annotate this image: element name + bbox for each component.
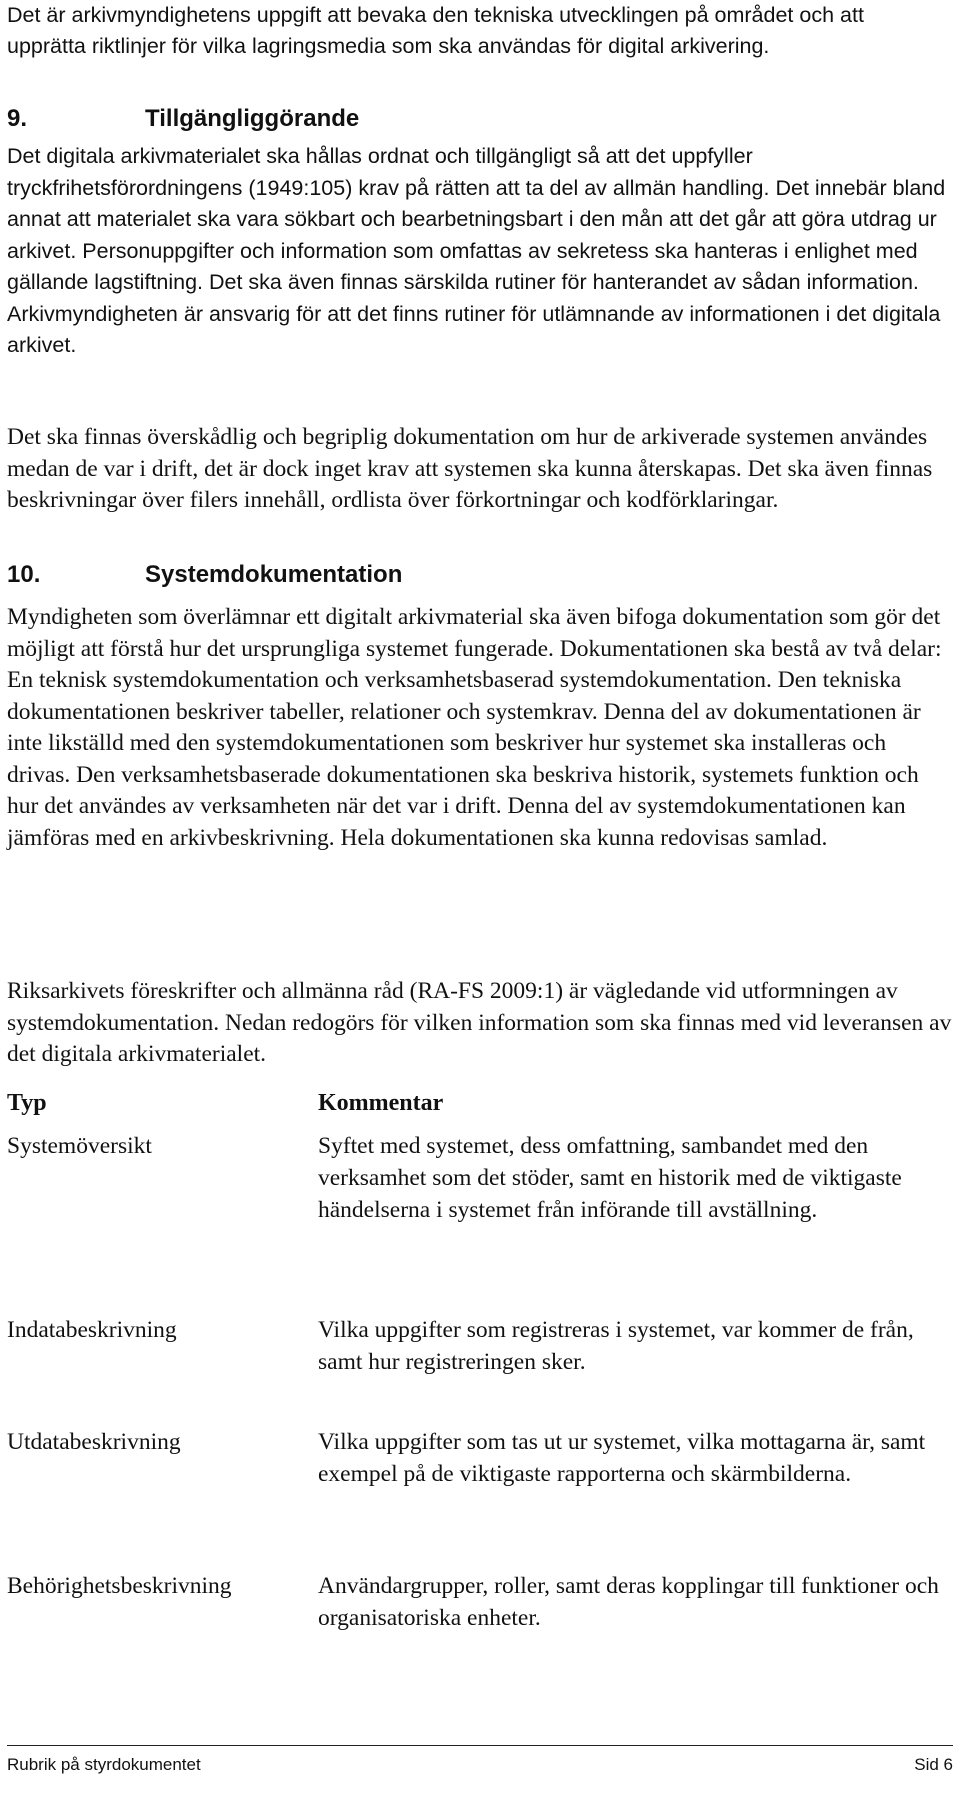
- table-cell-kommentar: Vilka uppgifter som registreras i systemet, var kommer de från, samt hur registreringen sker.: [318, 1317, 914, 1375]
- table-cell-typ: Indatabeskrivning: [7, 1317, 177, 1343]
- section-9-paragraph-1: Det digitala arkivmaterialet ska hållas ordnat och tillgängligt så att det uppfyller tryckfrihetsförordningens (1949:105) krav på rätten att ta del av allmän handling. Det innebär bland annat att materialet ska vara sökbart och bearbetningsbart i den mån att det går att göra utdrag ur arkivet. Personuppgifter och information som omfattas av sekretess ska hanteras i enlighet med gällande lagstiftning. Det ska även finnas särskilda rutiner för hanterandet av sådan information. Arkivmyndigheten är ansvarig för att det finns rutiner för utlämnande av informationen i det digitala arkivet.: [7, 144, 946, 357]
- table-cell-typ: Systemöversikt: [7, 1133, 152, 1159]
- section-9-title: Tillgängliggörande: [145, 105, 360, 132]
- table-cell-kommentar: Syftet med systemet, dess omfattning, sambandet med den verksamhet som det stöder, samt en historik med de viktigaste händelserna i systemet från införande till avställning.: [318, 1133, 902, 1223]
- section-10-paragraph-1: Myndigheten som överlämnar ett digitalt arkivmaterial ska även bifoga dokumentation som gör det möjligt att förstå hur det ursprungliga systemet fungerade. Dokumentationen ska bestå av två delar: En teknisk systemdokumentation och verksamhetsbaserad systemdokumentation. Den tekniska dokumentationen beskriver tabeller, relationer och systemkrav. Denna del av dokumentationen är inte likställd med den systemdokumentationen som beskriver hur systemet ska installeras och drivas. Den verksamhetsbaserade dokumentationen ska beskriva historik, systemets funktion och hur det användes av verksamheten när det var i drift. Denna del av systemdokumentationen kan jämföras med en arkivbeskrivning. Hela dokumentationen ska kunna redovisas samlad.: [7, 604, 942, 851]
- footer-divider: [7, 1745, 953, 1746]
- section-9-number: 9.: [7, 105, 28, 132]
- footer-page-number: Sid 6: [914, 1755, 953, 1774]
- section-10-paragraph-2: Riksarkivets föreskrifter och allmänna råd (RA-FS 2009:1) är vägledande vid utformningen av systemdokumentation. Nedan redogörs för vilken information som ska finnas med vid leveransen av det digitala arkivmaterialet.: [7, 978, 952, 1067]
- table-cell-kommentar: Vilka uppgifter som tas ut ur systemet, vilka mottagarna är, samt exempel på de viktigaste rapporterna och skärmbilderna.: [318, 1429, 926, 1487]
- table-cell-typ: Behörighetsbeskrivning: [7, 1573, 232, 1599]
- section-9-heading: [7, 104, 359, 134]
- intro-paragraph: Det är arkivmyndighetens uppgift att bevaka den tekniska utvecklingen på området och att upprätta riktlinjer för vilka lagringsmedia som ska användas för digital arkivering.: [7, 3, 864, 58]
- table-cell-kommentar: Användargrupper, roller, samt deras kopplingar till funktioner och organisatoriska enheter.: [318, 1573, 939, 1631]
- table-header-typ: Typ: [7, 1090, 47, 1116]
- section-10-heading: [7, 560, 402, 590]
- table-cell-typ: Utdatabeskrivning: [7, 1429, 181, 1455]
- section-10-title: Systemdokumentation: [145, 561, 403, 588]
- section-9-paragraph-2: Det ska finnas överskådlig och begriplig dokumentation om hur de arkiverade systemen användes medan de var i drift, det är dock inget krav att systemen ska kunna återskapas. Det ska även finnas beskrivningar över filers innehåll, ordlista över förkortningar och kodförklaringar.: [7, 424, 933, 513]
- footer-document-title: Rubrik på styrdokumentet: [7, 1755, 201, 1774]
- section-10-number: 10.: [7, 561, 41, 588]
- document-page: [7, 0, 955, 1796]
- table-header-kommentar: Kommentar: [318, 1090, 444, 1116]
